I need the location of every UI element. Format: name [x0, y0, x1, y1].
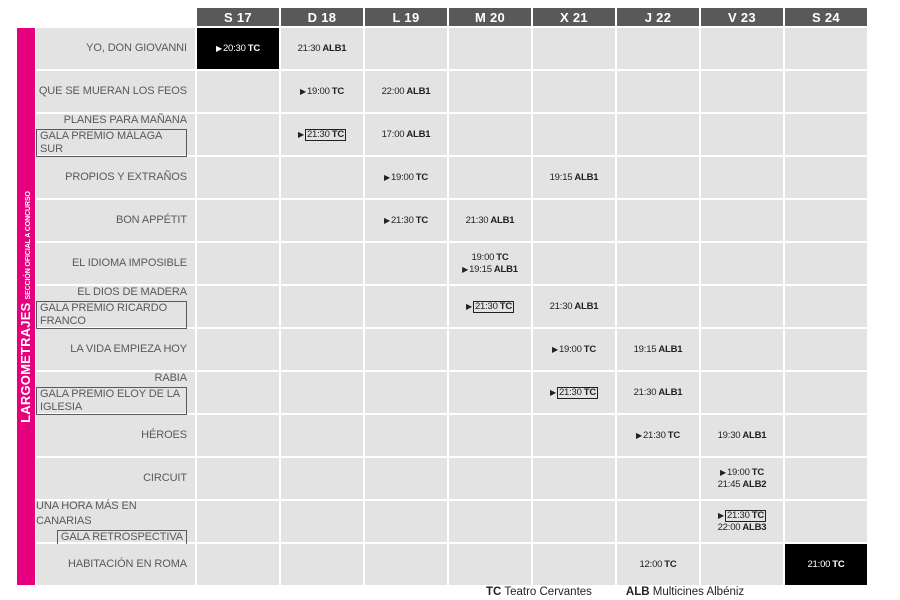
screening-venue: TC: [331, 128, 344, 140]
empty-cell: [365, 329, 447, 370]
gala-label: GALA PREMIO MÁLAGA SUR: [36, 129, 187, 157]
screening-time: 21:30: [642, 429, 666, 441]
screening-line: [550, 172, 599, 184]
film-title: YO, DON GIOVANNI: [86, 42, 187, 54]
screening-venue: ALB1: [406, 85, 431, 97]
screening-venue: TC: [247, 42, 260, 54]
gala-screening-box: [305, 129, 346, 141]
screening-venue: ALB1: [658, 386, 683, 398]
section-title: LARGOMETRAJES: [18, 302, 33, 423]
empty-cell: [617, 157, 699, 198]
screening-line: [466, 301, 514, 313]
film-title: CIRCUIT: [143, 472, 187, 484]
empty-cell: [701, 286, 783, 327]
screening-time: 19:00: [390, 171, 414, 183]
film-title: BON APPÉTIT: [115, 214, 187, 226]
screening-venue: TC: [832, 558, 845, 570]
film-title: EL IDIOMA IMPOSIBLE: [71, 257, 187, 269]
screening-venue: TC: [667, 429, 680, 441]
empty-cell: [617, 458, 699, 499]
film-title-cell: [36, 200, 195, 241]
empty-cell: [197, 372, 279, 413]
empty-cell: [197, 286, 279, 327]
empty-cell: [785, 28, 867, 69]
screening-venue: TC: [583, 343, 596, 355]
screening-text: [550, 301, 599, 313]
empty-cell: [701, 329, 783, 370]
screening-text: [634, 344, 683, 356]
play-arrow-icon: ▶: [384, 172, 390, 182]
empty-cell: [281, 372, 363, 413]
legend-item-tc: TC Teatro Cervantes: [486, 586, 592, 598]
screening-time: 21:45: [717, 478, 741, 490]
screening-cell: [617, 544, 699, 585]
screening-venue: ALB3: [742, 521, 767, 533]
screening-time: 20:30: [222, 42, 246, 54]
screening-cell: [365, 71, 447, 112]
screening-line: [550, 387, 598, 399]
screening-venue: ALB1: [322, 42, 347, 54]
day-header: X 21: [533, 8, 615, 26]
screening-time: 22:00: [717, 521, 741, 533]
empty-cell: [365, 28, 447, 69]
screening-cell: [365, 157, 447, 198]
empty-cell: [785, 286, 867, 327]
empty-cell: [365, 372, 447, 413]
screening-time: 19:00: [306, 85, 330, 97]
screening-line: [807, 559, 844, 571]
gala-label: GALA PREMIO ELOY DE LA IGLESIA: [36, 387, 187, 415]
day-header: S 24: [785, 8, 867, 26]
empty-cell: [281, 243, 363, 284]
empty-cell: [701, 114, 783, 155]
empty-cell: [449, 544, 531, 585]
empty-cell: [785, 243, 867, 284]
empty-cell: [281, 544, 363, 585]
empty-cell: [617, 200, 699, 241]
screening-text: [550, 172, 599, 184]
play-arrow-icon: ▶: [384, 215, 390, 225]
screening-line: [718, 522, 767, 534]
grid-corner: [36, 8, 195, 26]
screening-line: [718, 479, 767, 491]
screening-cell: [281, 28, 363, 69]
screening-line: [462, 264, 518, 276]
film-title: QUE SE MUERAN LOS FEOS: [38, 85, 187, 97]
empty-cell: [449, 71, 531, 112]
empty-cell: [533, 544, 615, 585]
screening-line: [550, 301, 599, 313]
empty-cell: [533, 243, 615, 284]
gala-label: GALA RETROSPECTIVA: [57, 530, 187, 545]
empty-cell: [617, 71, 699, 112]
schedule-grid: [36, 8, 867, 586]
empty-cell: [785, 71, 867, 112]
play-arrow-icon: ▶: [462, 264, 469, 274]
screening-line: [552, 344, 596, 356]
screening-venue: TC: [496, 251, 509, 263]
film-title: LA VIDA EMPIEZA HOY: [70, 343, 187, 355]
screening-line: [718, 510, 766, 522]
empty-cell: [449, 501, 531, 542]
screening-cell: [533, 286, 615, 327]
empty-cell: [281, 286, 363, 327]
film-title: RABIA: [154, 371, 187, 384]
screening-line: [298, 43, 347, 55]
screening-cell: [281, 71, 363, 112]
empty-cell: [701, 28, 783, 69]
screening-time: 21:30: [726, 509, 750, 521]
film-title: EL DIOS DE MADERA: [77, 285, 187, 298]
film-title-cell: [36, 114, 195, 155]
screening-text: [634, 387, 683, 399]
empty-cell: [785, 329, 867, 370]
day-header: D 18: [281, 8, 363, 26]
screening-line: [720, 467, 764, 479]
empty-cell: [281, 501, 363, 542]
screening-time: 21:30: [549, 300, 573, 312]
gala-label: GALA PREMIO RICARDO FRANCO: [36, 301, 187, 329]
empty-cell: [197, 458, 279, 499]
film-title-cell: [36, 544, 195, 585]
screening-cell: [701, 458, 783, 499]
film-title: PROPIOS Y EXTRAÑOS: [65, 171, 187, 183]
screening-text: [471, 252, 508, 264]
screening-cell: [533, 157, 615, 198]
empty-cell: [281, 415, 363, 456]
empty-cell: [785, 501, 867, 542]
screening-line: [300, 86, 344, 98]
empty-cell: [785, 372, 867, 413]
empty-cell: [701, 71, 783, 112]
empty-cell: [701, 372, 783, 413]
empty-cell: [449, 28, 531, 69]
screening-text: [298, 43, 347, 55]
screening-venue: TC: [664, 558, 677, 570]
empty-cell: [449, 458, 531, 499]
section-subtitle: SECCIÓN OFICIAL A CONCURSO: [25, 190, 32, 300]
screening-cell: [701, 415, 783, 456]
screening-text: [727, 467, 764, 479]
empty-cell: [617, 28, 699, 69]
empty-cell: [197, 243, 279, 284]
empty-cell: [701, 200, 783, 241]
screening-text: [643, 430, 680, 442]
play-arrow-icon: ▶: [636, 430, 642, 440]
screening-venue: ALB2: [742, 478, 767, 490]
day-header: V 23: [701, 8, 783, 26]
screening-venue: ALB1: [490, 214, 515, 226]
screening-venue: TC: [331, 85, 344, 97]
screening-venue: ALB1: [406, 128, 431, 140]
screening-venue: TC: [415, 171, 428, 183]
screening-line: [466, 215, 515, 227]
film-title-cell: [36, 71, 195, 112]
screening-line: [639, 559, 676, 571]
screening-time: 21:30: [558, 386, 582, 398]
film-title: PLANES PARA MAÑANA: [63, 113, 187, 126]
screening-text: [391, 172, 428, 184]
screening-venue: TC: [751, 466, 764, 478]
empty-cell: [533, 28, 615, 69]
film-title-cell: [36, 28, 195, 69]
screening-cell: [617, 415, 699, 456]
play-arrow-icon: ▶: [216, 43, 222, 53]
empty-cell: [617, 286, 699, 327]
empty-cell: [281, 157, 363, 198]
empty-cell: [449, 157, 531, 198]
venue-legend: [486, 586, 744, 598]
empty-cell: [197, 329, 279, 370]
play-arrow-icon: ▶: [718, 510, 724, 520]
screening-cell: [785, 544, 867, 585]
empty-cell: [281, 200, 363, 241]
play-arrow-icon: ▶: [720, 467, 726, 477]
section-label: [17, 191, 35, 423]
play-arrow-icon: ▶: [300, 86, 306, 96]
play-arrow-icon: ▶: [552, 344, 558, 354]
empty-cell: [533, 501, 615, 542]
screening-line: [384, 215, 428, 227]
screening-venue: ALB1: [742, 429, 767, 441]
empty-cell: [197, 157, 279, 198]
screening-text: [718, 479, 767, 491]
screening-cell: [365, 114, 447, 155]
screening-line: [471, 252, 508, 264]
film-title-cell: [36, 329, 195, 370]
screening-cell: [701, 501, 783, 542]
screening-venue: TC: [499, 300, 512, 312]
empty-cell: [449, 114, 531, 155]
day-header: J 22: [617, 8, 699, 26]
screening-time: 19:00: [558, 343, 582, 355]
play-arrow-icon: ▶: [298, 129, 304, 139]
screening-line: [382, 129, 431, 141]
empty-cell: [533, 200, 615, 241]
screening-venue: ALB1: [658, 343, 683, 355]
empty-cell: [449, 329, 531, 370]
empty-cell: [617, 243, 699, 284]
screening-text: [559, 344, 596, 356]
screening-venue: TC: [583, 386, 596, 398]
gala-screening-box: [557, 387, 598, 399]
screening-time: 21:30: [306, 128, 330, 140]
empty-cell: [533, 415, 615, 456]
screening-time: 19:00: [726, 466, 750, 478]
screening-cell: [197, 28, 279, 69]
empty-cell: [197, 114, 279, 155]
empty-cell: [785, 200, 867, 241]
screening-time: 21:30: [474, 300, 498, 312]
screening-time: 21:00: [807, 558, 831, 570]
empty-cell: [701, 243, 783, 284]
screening-text: [807, 559, 844, 571]
film-title-cell: [36, 243, 195, 284]
screening-text: [382, 129, 431, 141]
screening-venue: ALB1: [574, 171, 599, 183]
screening-text: [718, 430, 767, 442]
empty-cell: [197, 415, 279, 456]
empty-cell: [617, 501, 699, 542]
empty-cell: [617, 114, 699, 155]
screening-time: 21:30: [633, 386, 657, 398]
screening-line: [216, 43, 260, 55]
empty-cell: [365, 286, 447, 327]
screening-time: 22:00: [381, 85, 405, 97]
screening-time: 12:00: [639, 558, 663, 570]
screening-time: 19:15: [633, 343, 657, 355]
empty-cell: [281, 329, 363, 370]
screening-text: [718, 522, 767, 534]
screening-time: 21:30: [390, 214, 414, 226]
screening-venue: ALB1: [574, 300, 599, 312]
screening-line: [636, 430, 680, 442]
empty-cell: [365, 458, 447, 499]
screening-cell: [533, 329, 615, 370]
film-title-cell: [36, 157, 195, 198]
screening-line: [382, 86, 431, 98]
empty-cell: [281, 458, 363, 499]
day-header: M 20: [449, 8, 531, 26]
gala-screening-box: [473, 301, 514, 313]
film-title-cell: [36, 458, 195, 499]
screening-cell: [449, 286, 531, 327]
film-title-cell: [36, 372, 195, 413]
play-arrow-icon: ▶: [466, 301, 472, 311]
screening-cell: [449, 200, 531, 241]
empty-cell: [533, 114, 615, 155]
empty-cell: [701, 544, 783, 585]
screening-time: 19:15: [469, 263, 492, 275]
screening-cell: [617, 372, 699, 413]
section-sidebar: [17, 28, 35, 585]
screening-time: 21:30: [465, 214, 489, 226]
day-header: S 17: [197, 8, 279, 26]
film-title-cell: [36, 286, 195, 327]
empty-cell: [449, 372, 531, 413]
empty-cell: [365, 415, 447, 456]
screening-cell: [281, 114, 363, 155]
empty-cell: [197, 544, 279, 585]
empty-cell: [197, 200, 279, 241]
film-title-cell: [36, 415, 195, 456]
screening-line: [718, 430, 767, 442]
legend-item-alb: ALB Multicines Albéniz: [625, 586, 745, 598]
empty-cell: [365, 544, 447, 585]
screening-venue: ALB1: [493, 263, 518, 275]
screening-line: [634, 344, 683, 356]
empty-cell: [533, 71, 615, 112]
film-title-cell: [36, 501, 195, 542]
screening-time: 21:30: [297, 42, 321, 54]
gala-screening-box: [725, 510, 766, 522]
empty-cell: [365, 243, 447, 284]
screening-cell: [449, 243, 531, 284]
film-title: HABITACIÓN EN ROMA: [67, 558, 187, 570]
screening-text: [223, 43, 260, 55]
empty-cell: [701, 157, 783, 198]
screening-time: 19:30: [717, 429, 741, 441]
screening-text: [382, 86, 431, 98]
day-header: L 19: [365, 8, 447, 26]
screening-text: [307, 86, 344, 98]
empty-cell: [197, 71, 279, 112]
film-title: UNA HORA MÁS EN CANARIAS: [36, 499, 137, 527]
empty-cell: [785, 114, 867, 155]
play-arrow-icon: ▶: [550, 387, 556, 397]
empty-cell: [533, 458, 615, 499]
screening-venue: TC: [751, 509, 764, 521]
screening-text: [391, 215, 428, 227]
screening-cell: [365, 200, 447, 241]
empty-cell: [365, 501, 447, 542]
screening-line: [384, 172, 428, 184]
screening-time: 19:15: [549, 171, 573, 183]
screening-venue: TC: [415, 214, 428, 226]
screening-text: [466, 215, 515, 227]
empty-cell: [785, 157, 867, 198]
screening-cell: [533, 372, 615, 413]
screening-time: 17:00: [381, 128, 405, 140]
film-title: HÉROES: [141, 429, 187, 441]
empty-cell: [785, 458, 867, 499]
screening-line: [634, 387, 683, 399]
screening-line: [298, 129, 346, 141]
screening-time: 19:00: [471, 251, 495, 263]
screening-text: [469, 264, 518, 276]
empty-cell: [197, 501, 279, 542]
screening-text: [639, 559, 676, 571]
empty-cell: [785, 415, 867, 456]
empty-cell: [449, 415, 531, 456]
screening-cell: [617, 329, 699, 370]
